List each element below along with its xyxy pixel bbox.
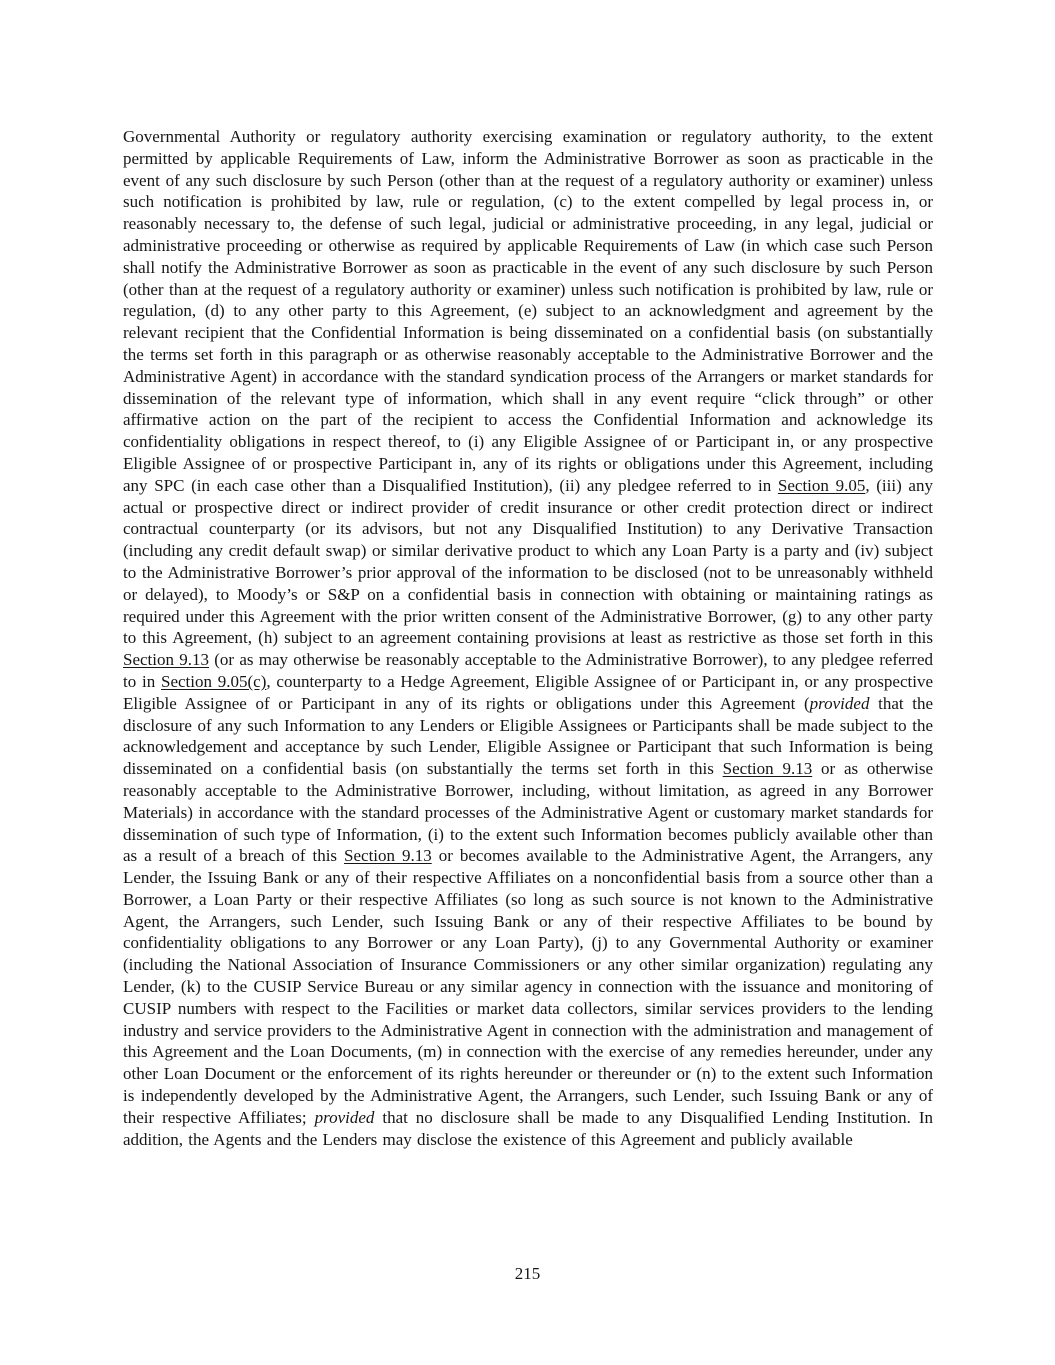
text-segment: , (iii) any actual or prospective direct or indirect provider of credit insurance or other credit protection direct or indirect contractual counterparty (or its advisors, but not any Disqualified Institution) to any Derivative Transaction (including any credit default swap) or similar derivative product to which any Loan Party is a party and (iv) subject to the Administrative Borrower’s prior approval of the information to be disclosed (not to be unreasonably withheld or delayed), to Moody’s or S&P on a confidential basis in connection with obtaining or maintaining ratings as required under this Agreement with the prior written consent of the Administrative Borrower, (g) to any other party to this Agreement, (h) subject to an agreement containing provisions at least as restrictive as those set forth in this <box>123 475 933 648</box>
text-segment: Section 9.05(c) <box>161 671 267 691</box>
text-segment: (or as may otherwise be reasonably acceptable to the Administrative Borrower), to any pledgee referred to in <box>123 650 933 691</box>
page-number: 215 <box>514 1264 541 1283</box>
text-segment: or as otherwise reasonably acceptable to the Administrative Borrower, including, without limitation, as agreed in any Borrower Materials) in accordance with the standard processes of the Administrative Agent or customary market standards for dissemination of such type of Information, (i) to the extent such Information becomes publicly available other than as a result of a breach of this <box>123 759 933 866</box>
text-segment: Section 9.13 <box>722 759 813 779</box>
text-segment: that the disclosure of any such Information to any Lenders or Eligible Assignees or Participants shall be made subject to the acknowledgement and acceptance by such Lender, Eligible Assignee or Participant that such Information is being disseminated on a confidential basis (on substantially the terms set forth in this <box>123 693 933 779</box>
text-segment: Section 9.13 <box>123 650 209 670</box>
text-segment: Governmental Authority or regulatory authority exercising examination or regulatory authority, to the extent permitted by applicable Requirements of Law, inform the Administrative Borrower as soon as practicable in the event of any such disclosure by such Person (other than at the request of a regulatory authority or examiner) unless such notification is prohibited by law, rule or regulation, (c) to the extent compelled by legal process in, or reasonably necessary to, the defense of such legal, judicial or administrative proceeding, in any legal, judicial or administrative proceeding or otherwise as required by applicable Requirements of Law (in which case such Person shall notify the Administrative Borrower as soon as practicable in the event of any such disclosure by such Person (other than at the request of a regulatory authority or examiner) unless such notification is prohibited by law, rule or regulation, (d) to any other party to this Agreement, (e) subject to an acknowledgment and agreement by the relevant recipient that the Confidential Information is being disseminated on a confidential basis (on substantially the terms set forth in this paragraph or as otherwise reasonably acceptable to the Administrative Borrower and the Administrative Agent) in accordance with the standard syndication process of the Arrangers or market standards for dissemination of the relevant type of information, which shall in any event require “click through” or other affirmative action on the part of the recipient to access the Confidential Information and acknowledge its confidentiality obligations in respect thereof, to (i) any Eligible Assignee of or Participant in, or any prospective Eligible Assignee of or prospective Participant in, any of its rights or obligations under this Agreement, including any SPC (in each case other than a Disqualified Institution), (ii) any pledgee referred to in <box>123 127 933 495</box>
text-segment: or becomes available to the Administrative Agent, the Arrangers, any Lender, the Issuing Bank or any of their respective Affiliates on a nonconfidential basis from a source other than a Borrower, a Loan Party or their respective Affiliates (so long as such source is not known to the Administrative Agent, the Arrangers, such Lender, such Issuing Bank or any of their respective Affiliates to be bound by confidentiality obligations to any Borrower or any Loan Party), (j) to any Governmental Authority or examiner (including the National Association of Insurance Commissioners or any other similar organization) regulating any Lender, (k) to the CUSIP Service Bureau or any similar agency in connection with the issuance and monitoring of CUSIP numbers with respect to the Facilities or market data collectors, similar services providers to the lending industry and service providers to the Administrative Agent in connection with the administration and management of this Agreement and the Loan Documents, (m) in connection with the exercise of any remedies hereunder, under any other Loan Document or the enforcement of its rights hereunder or thereunder or (n) to the extent such Information is independently developed by the Administrative Agent, the Arrangers, such Lender, such Issuing Bank or any of their respective Affiliates; <box>123 846 933 1127</box>
text-segment: that no disclosure shall be made to any Disqualified Lending Institution. In addition, the Agents and the Lenders may disclose the existence of this Agreement and publicly available <box>123 1107 933 1149</box>
text-segment: provided <box>809 693 870 713</box>
text-segment: , counterparty to a Hedge Agreement, Eligible Assignee of or Participant in, or any prospective Eligible Assignee of or Participant in any of its rights or obligations under this Agreement ( <box>123 671 934 713</box>
text-segment: Section 9.13 <box>344 846 432 866</box>
text-segment: provided <box>314 1107 375 1127</box>
text-segment: Section 9.05 <box>777 475 866 495</box>
body-paragraph <box>123 126 933 1150</box>
